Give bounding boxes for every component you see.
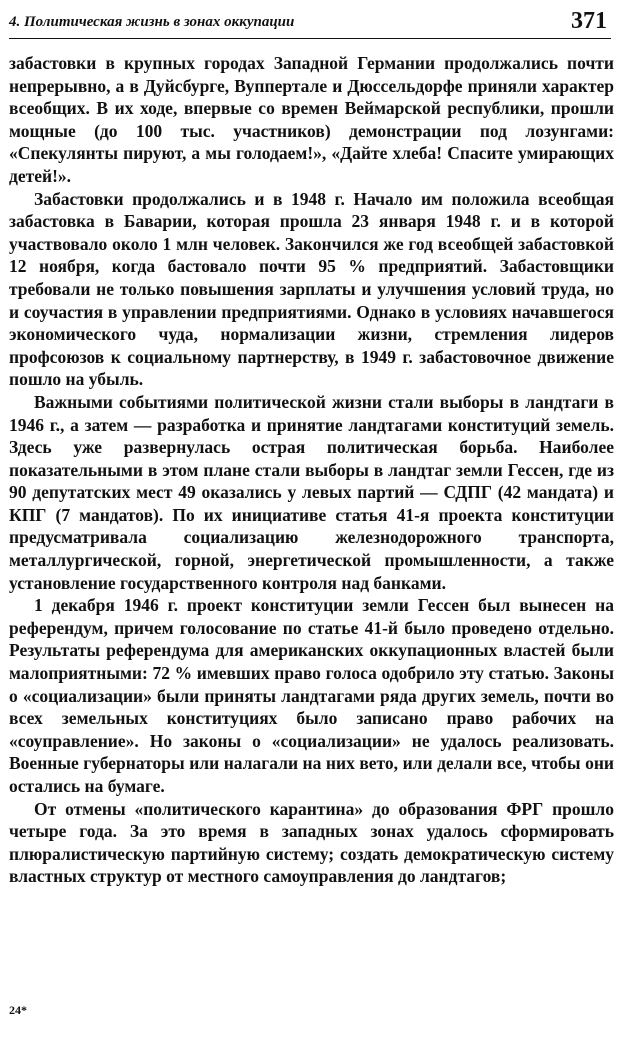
running-head: 4. Политическая жизнь в зонах оккупации: [9, 14, 295, 30]
page-header: [9, 8, 611, 42]
paragraph-landtag-elections: Важными событиями политической жизни стали выборы в ландтаги в 1946 г., а затем — разработка и принятие ландтагами конституций земель. Здесь уже развернулась острая политическая борьба. Наиболее показательными в этом плане стали выборы в ландтаг земли Гессен, где из 90 депутатских мест 49 оказались у левых партий — СДПГ (42 мандата) и КПГ (7 мандатов). По их инициативе статья 41-я проекта конституции предусматривала социализацию железнодорожного транспорта, металлургической, горной, энергетической промышленности, а также установление государственного контроля над банками.: [9, 391, 614, 593]
header-rule: [9, 38, 611, 39]
paragraph-continuation: забастовки в крупных городах Западной Германии продолжались почти непрерывно, а в Дуйсбурге, Вуппертале и Дюссельдорфе приняли характер всеобщих. В их ходе, впервые со времен Веймарской республики, прошли мощные (до 100 тыс. участников) демонстрации под лозунгами: «Спекулянты пируют, а мы голодаем!», «Дайте хлеба! Спасите умирающих детей!».: [9, 53, 614, 186]
signature-mark: 24*: [9, 1003, 27, 1017]
paragraph-strikes-1948: Забастовки продолжались и в 1948 г. Начало им положила всеобщая забастовка в Баварии, которая прошла 23 января 1948 г. и в которой участвовало около 1 млн человек. Закончился же год всеобщей забастовкой 12 ноября, когда бастовало почти 95 % предприятий. Забастовщики требовали не только повышения зарплаты и улучшения условий труда, но и соучастия в управлении предприятиями. Однако в условиях начавшегося экономического чуда, нормализации жизни, стремления лидеров профсоюзов к социальному партнерству, в 1949 г. забастовочное движение пошло на убыль.: [9, 188, 614, 390]
body-text: [9, 52, 614, 888]
paragraph-hessen-referendum: 1 декабря 1946 г. проект конституции земли Гессен был вынесен на референдум, причем голосование по статье 41-й было проведено отдельно. Результаты референдума для американских оккупационных властей были малоприятными: 72 % имевших право голоса одобрило эту статью. Законы о «социализации» были приняты ландтагами ряда других земель, почти во всех земельных конституциях было записано право рабочих на «соуправление». Но законы о «социализации» не удалось реализовать. Военные губернаторы или налагали на них вето, или делали все, чтобы они остались на бумаге.: [9, 595, 614, 796]
page-number: 371: [571, 8, 607, 34]
paragraph-political-quarantine: От отмены «политического карантина» до образования ФРГ прошло четыре года. За это время в западных зонах удалось сформировать плюралистическую партийную систему; создать демократическую систему властных структур от местного самоуправления до ландтагов;: [9, 798, 614, 887]
